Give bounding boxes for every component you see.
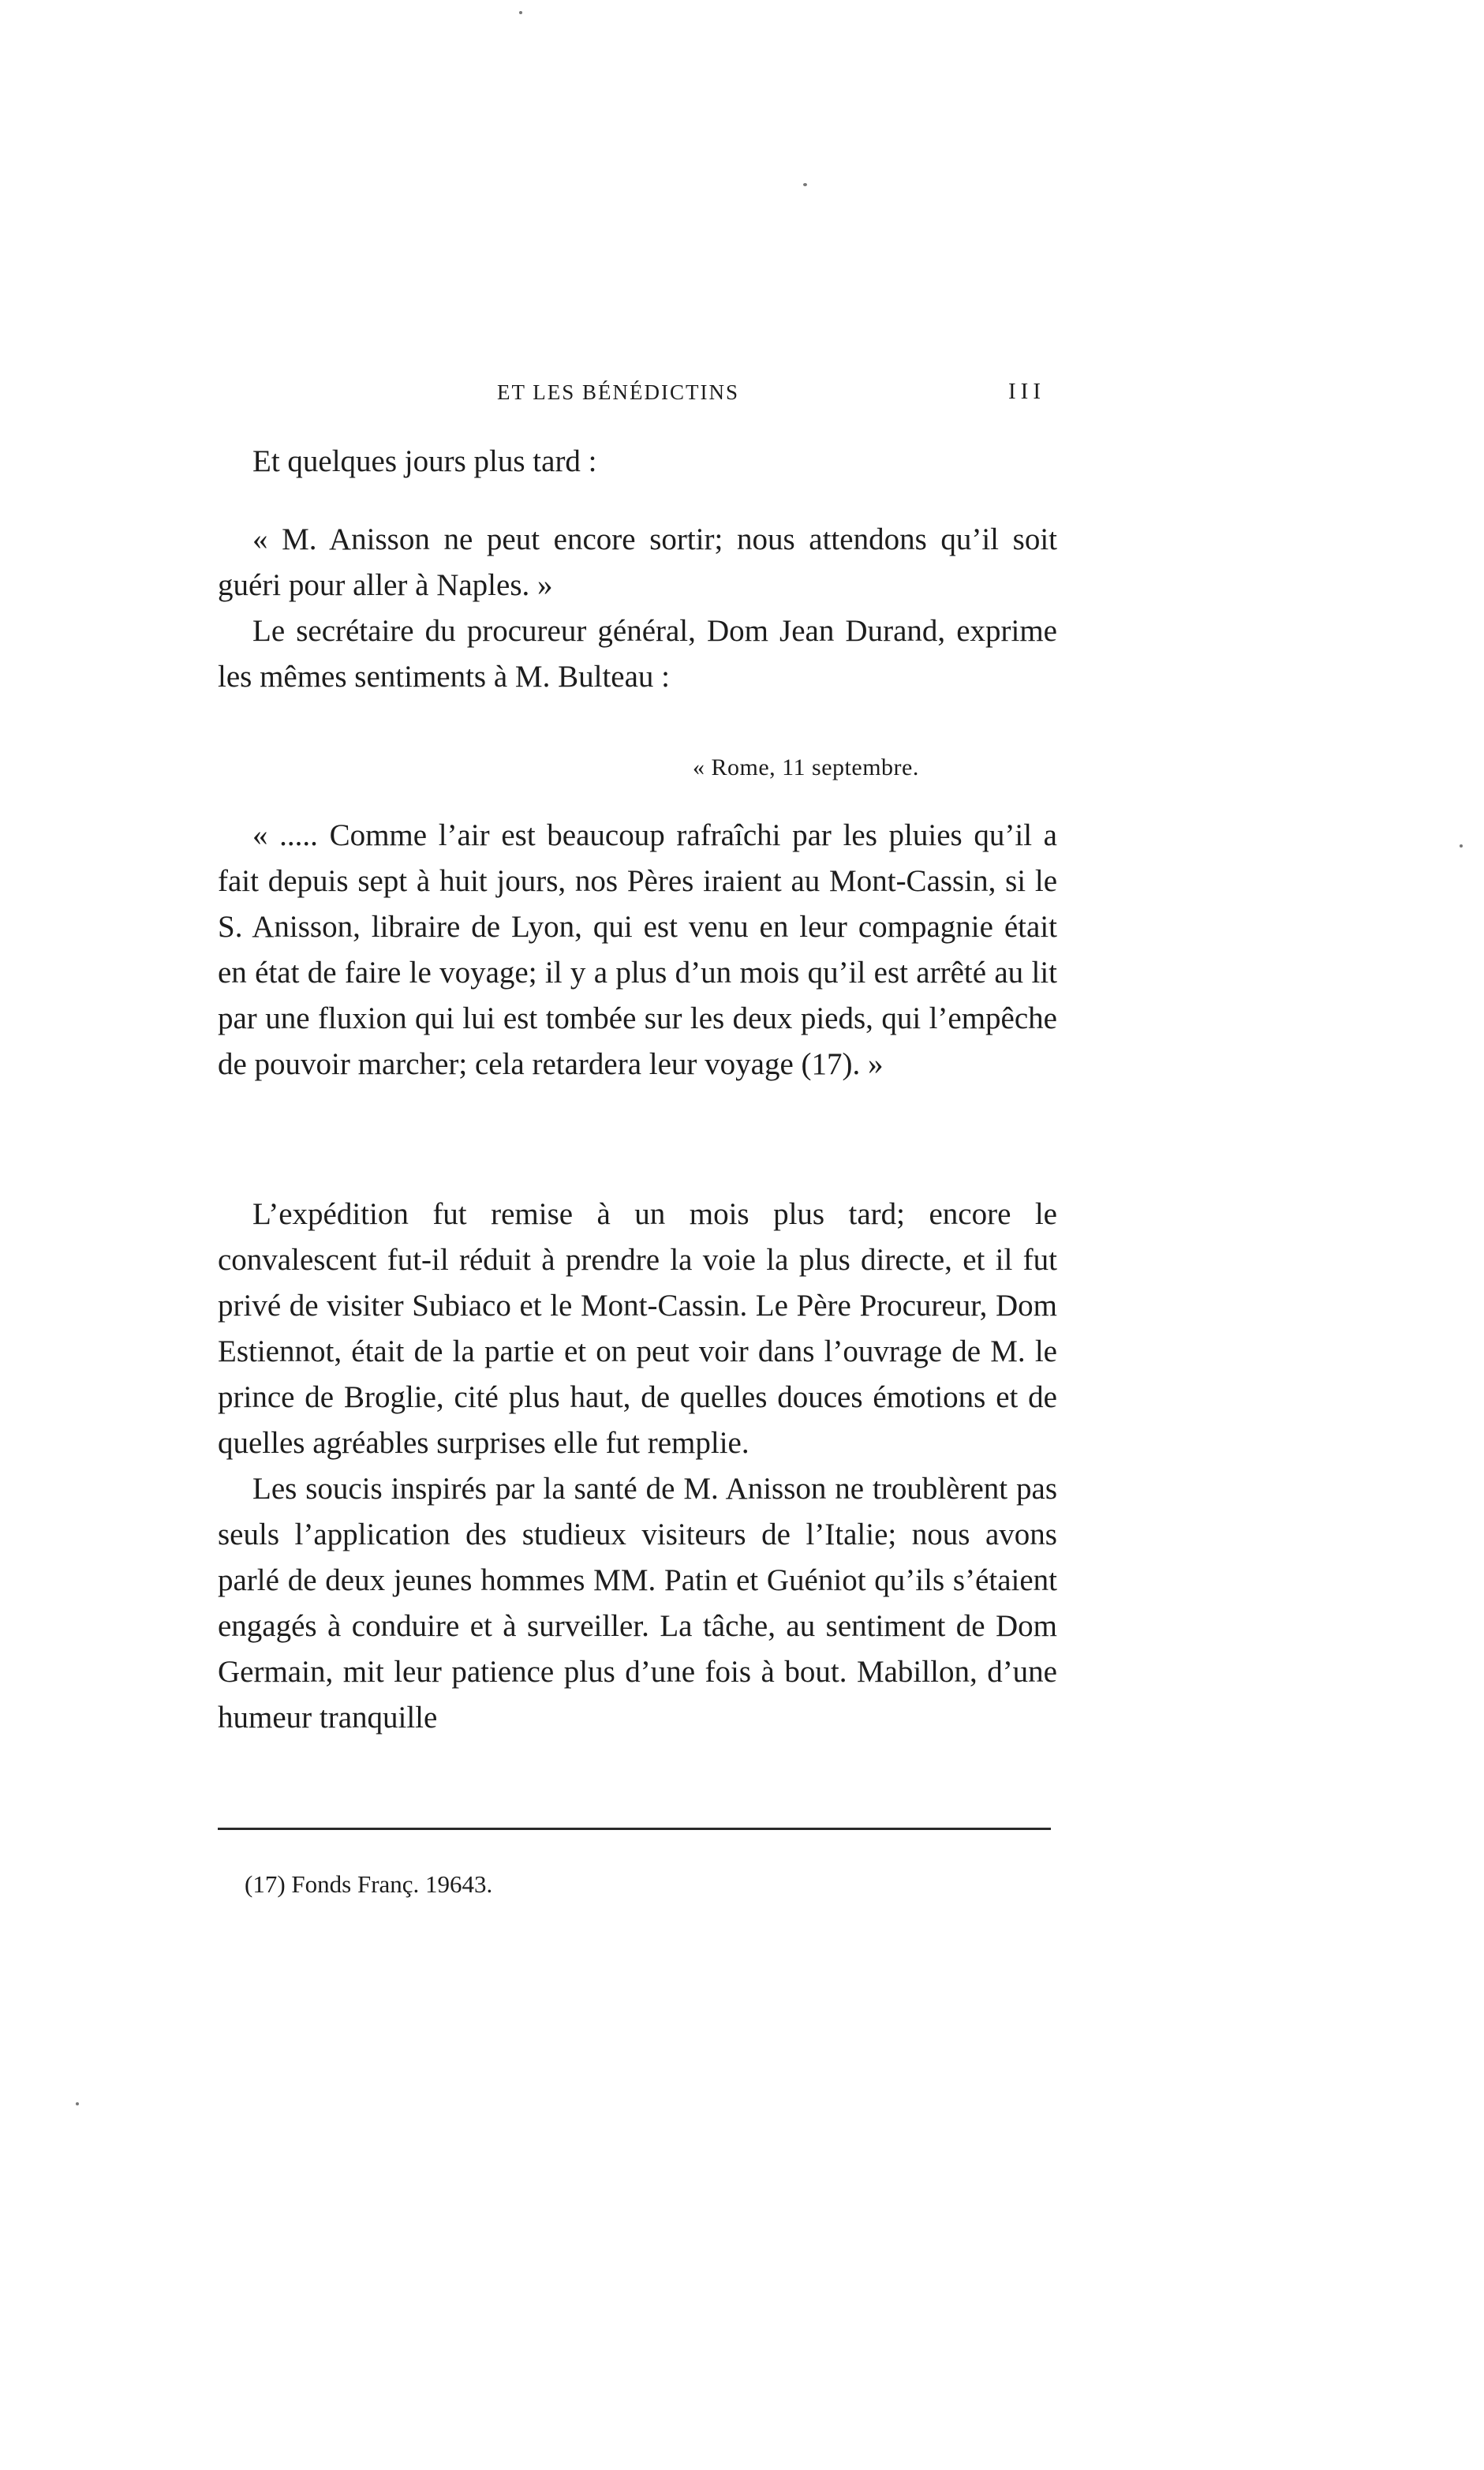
running-head: ET LES BÉNÉDICTINS xyxy=(497,380,739,404)
main-text-block xyxy=(218,1192,1057,1741)
intro-line: Et quelques jours plus tard : xyxy=(252,444,597,478)
quote-block-2 xyxy=(218,813,1057,1087)
paper-speck xyxy=(519,11,522,14)
quote-block-1 xyxy=(218,517,1057,700)
paper-speck xyxy=(76,2102,79,2105)
footnote-17: (17) Fonds Franç. 19643. xyxy=(245,1870,493,1898)
paragraph-expedition: L’expédition fut remise à un mois plus tard; encore le convalescent fut-il réduit à prendre la voie la plus directe, et il fut privé de visiter Subiaco et le Mont-Cassin. Le Père Procureur, Dom Estiennot, était de la partie et on peut voir dans l’ouvrage de M. le prince de Broglie, cité plus haut, de quelles douces émotions et de quelles agréables surprises elle fut remplie. xyxy=(218,1197,1057,1460)
intro-block xyxy=(218,439,1057,485)
paper-speck xyxy=(1460,844,1463,848)
paper-speck xyxy=(803,183,807,186)
paragraph-soucis: Les soucis inspirés par la santé de M. Anisson ne troublèrent pas seuls l’application des studieux visiteurs de l’Italie; nous avons parlé de deux jeunes hommes MM. Patin et Guéniot qu’ils s’étaient engagés à conduire et à surveiller. La tâche, au sentiment de Dom Germain, mit leur patience plus d’une fois à bout. Mabillon, d’une humeur tranquille xyxy=(218,1472,1057,1735)
footnote-separator xyxy=(218,1828,1051,1830)
quote-anisson: « M. Anisson ne peut encore sortir; nous attendons qu’il soit guéri pour aller à Naples. » xyxy=(218,522,1057,602)
letter-dateline: « Rome, 11 septembre. xyxy=(693,754,919,780)
page-number: III xyxy=(1008,379,1045,404)
quote-durand-letter: « ..... Comme l’air est beaucoup rafraîchi par les pluies qu’il a fait depuis sept à huit jours, nos Pères iraient au Mont-Cassin, si le S. Anisson, libraire de Lyon, qui est venu en leur compagnie était en état de faire le voyage; il y a plus d’un mois qu’il est arrêté au lit par une fluxion qui lui est tombée sur les deux pieds, qui l’empêche de pouvoir marcher; cela retardera leur voyage (17). » xyxy=(218,818,1057,1081)
transition-paragraph: Le secrétaire du procureur général, Dom Jean Durand, exprime les mêmes sentiments à M. Bulteau : xyxy=(218,614,1057,694)
